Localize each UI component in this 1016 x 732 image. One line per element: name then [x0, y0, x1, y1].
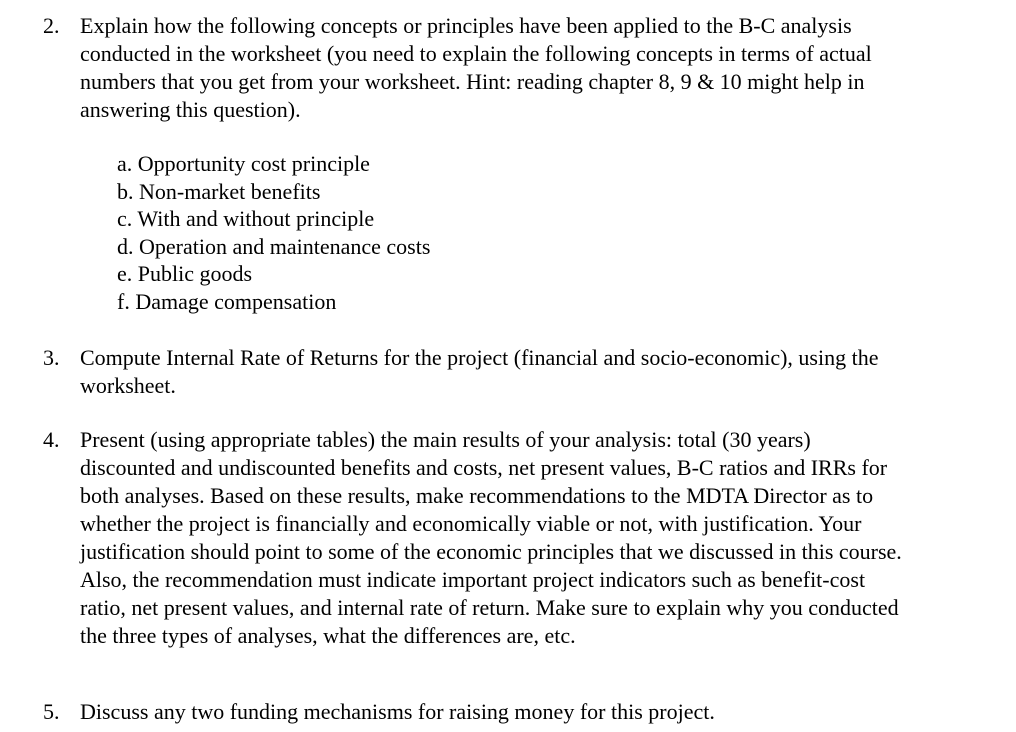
question-4: [43, 426, 993, 650]
question-line: the three types of analyses, what the differences are, etc.: [80, 623, 576, 648]
list-item: c. With and without principle: [117, 206, 375, 232]
question-text: [80, 698, 993, 726]
question-line: conducted in the worksheet (you need to explain the following concepts in terms of actual: [80, 41, 872, 66]
question-5: [43, 698, 993, 726]
list-item: e. Public goods: [117, 261, 253, 287]
question-number: 4.: [43, 427, 60, 452]
list-item: f. Damage compensation: [117, 288, 337, 314]
question-line: both analyses. Based on these results, make recommendations to the MDTA Director as to: [80, 483, 874, 508]
question-line: Present (using appropriate tables) the main results of your analysis: total (30 years): [80, 427, 811, 452]
question-text: [80, 426, 993, 650]
question-number: 3.: [43, 345, 60, 370]
question-line: worksheet.: [80, 373, 176, 398]
question-line: justification should point to some of the economic principles that we discussed in this course.: [80, 539, 902, 564]
question-text: [80, 12, 993, 124]
question-line: Explain how the following concepts or principles have been applied to the B-C analysis: [80, 13, 852, 38]
question-line: discounted and undiscounted benefits and costs, net present values, B-C ratios and IRRs for: [80, 455, 888, 480]
question-line: ratio, net present values, and internal rate of return. Make sure to explain why you conducted: [80, 595, 899, 620]
question-text: [80, 344, 993, 400]
concept-list: [117, 150, 430, 316]
question-line: Discuss any two funding mechanisms for raising money for this project.: [80, 699, 715, 724]
question-line: Also, the recommendation must indicate important project indicators such as benefit-cost: [80, 567, 866, 592]
question-2: [43, 12, 993, 124]
question-line: numbers that you get from your worksheet. Hint: reading chapter 8, 9 & 10 might help in: [80, 69, 865, 94]
question-3: [43, 344, 993, 400]
question-number: 2.: [43, 13, 60, 38]
question-line: Compute Internal Rate of Returns for the project (financial and socio-economic), using the: [80, 345, 879, 370]
question-number: 5.: [43, 699, 60, 724]
question-line: whether the project is financially and economically viable or not, with justification. Your: [80, 511, 862, 536]
question-line: answering this question).: [80, 97, 301, 122]
list-item: a. Opportunity cost principle: [117, 151, 370, 176]
list-item: d. Operation and maintenance costs: [117, 233, 431, 259]
list-item: b. Non-market benefits: [117, 178, 321, 204]
